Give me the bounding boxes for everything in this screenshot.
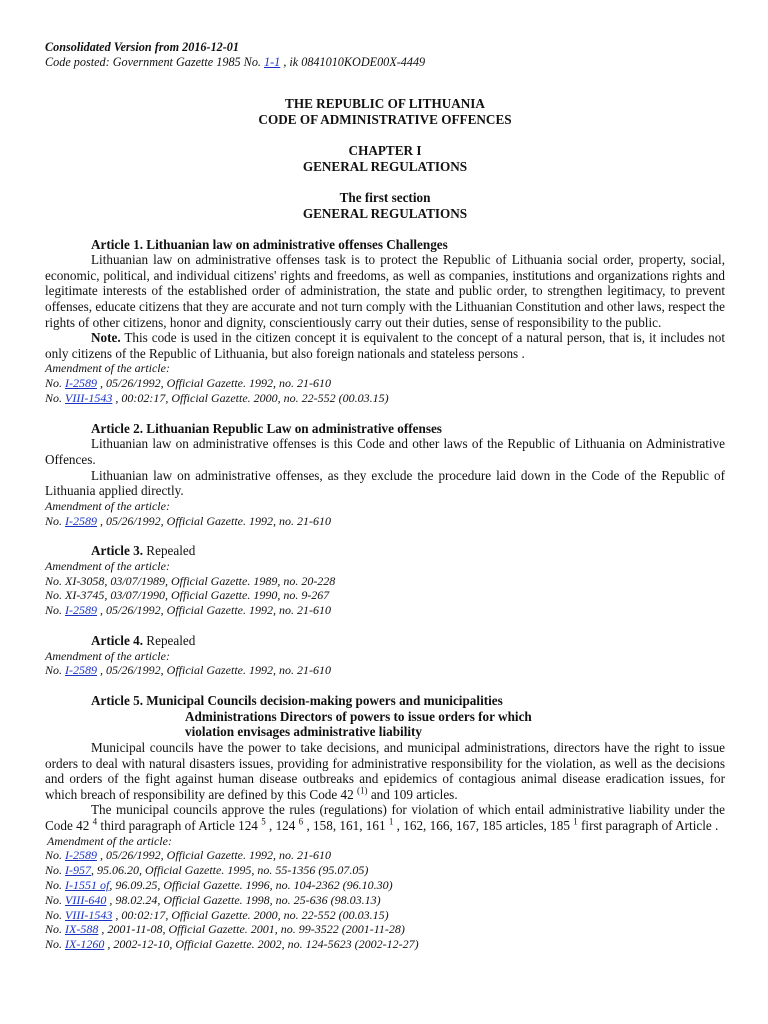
chapter-name: GENERAL REGULATIONS	[302, 158, 468, 174]
amendment-link[interactable]: IX-588	[65, 922, 99, 937]
amendment-item: No. VIII-1543 , 00:02:17, Official Gazette. 2000, no. 22-552 (00.03.15)	[45, 907, 389, 922]
amendment-label: Amendment of the article:	[45, 558, 170, 573]
consolidated-version-line: Consolidated Version from 2016-12-01	[45, 40, 239, 54]
article-5-paragraph-2: The municipal councils approve the rules (regulations) for violation of which entail administrative liability under the Code 42 $^4$ third paragraph of Article 124 $^5$ , 124 $^6$ , 158, 161, 161 $^1$ , 162, 166, 167, 185 articles, 185 $^1$ first paragraph of Article .	[45, 802, 725, 834]
amendment-item: No. IX-588 , 2001-11-08, Official Gazette. 2001, no. 99-3522 (2001-11-28)	[45, 922, 405, 937]
document-body	[45, 40, 725, 952]
amendment-item: No. I-2589 , 05/26/1992, Official Gazette. 1992, no. 21-610	[45, 663, 331, 678]
amendment-item: No. IX-1260 , 2002-12-10, Official Gazette. 2002, no. 124-5623 (2002-12-27)	[45, 937, 419, 952]
amendment-label: Amendment of the article:	[45, 498, 170, 513]
amendment-item: No. I-2589 , 05/26/1992, Official Gazette. 1992, no. 21-610	[45, 603, 331, 618]
gazette-link[interactable]: 1-1	[264, 54, 281, 69]
code-posted-text: Code posted: Government Gazette 1985 No.	[45, 54, 265, 69]
article-1-note	[45, 330, 725, 361]
amendment-label: Amendment of the article:	[47, 833, 172, 848]
amendment-list	[45, 848, 725, 952]
amendment-item: No. VIII-1543 , 00:02:17, Official Gazette. 2000, no. 22-552 (00.03.15)	[45, 390, 389, 405]
amendment-label: Amendment of the article:	[45, 361, 170, 376]
article-1-heading: Article 1. Lithuanian law on administrative offenses Challenges	[91, 236, 448, 252]
article-3-heading: Article 3. Repealed	[91, 543, 196, 559]
article-5-heading-line-3: violation envisages administrative liability	[185, 724, 423, 740]
amendment-item: No. XI-3745, 03/07/1990, Official Gazette. 1990, no. 9-267	[45, 588, 330, 603]
republic-title: THE REPUBLIC OF LITHUANIA	[285, 95, 485, 111]
repealed-status: Repealed	[143, 543, 196, 559]
amendment-item: No. I-957, 95.06.20, Official Gazette. 1995, no. 55-1356 (95.07.05)	[45, 863, 369, 878]
article-5-heading: Article 5. Municipal Councils decision-making powers and municipalities	[91, 693, 503, 709]
amendment-link[interactable]: VIII-640	[65, 892, 107, 907]
amendment-link[interactable]: I-2589	[65, 663, 98, 678]
article-2-paragraph-1: Lithuanian law on administrative offenses is this Code and other laws of the Republic of Lithuania on Administrative Offences.	[45, 436, 725, 467]
note-label: Note.	[91, 330, 121, 346]
amendment-link[interactable]: VIII-1543	[65, 907, 113, 922]
repealed-status: Repealed	[143, 633, 196, 649]
amendment-link[interactable]: I-1551 of	[65, 878, 110, 892]
article-1-paragraph: Lithuanian law on administrative offenses task is to protect the Republic of Lithuania social order, property, social, economic, political, and individual citizens' rights and freedoms, as well as companies, institutions and organizations rights and legitimate interests of the established order of administration, the state and public order, to strengthen legitimacy, to prevent offenses, educate citizens that they are accurate and not turn comply with the Lithuanian Constitution and other laws, respect the rights of other citizens, honor and dignity, conscientiously carry out their duties, sense of responsibility to the public.	[45, 252, 725, 330]
amendment-label: Amendment of the article:	[45, 648, 170, 663]
amendment-item: No. VIII-640 , 98.02.24, Official Gazette. 1998, no. 25-636 (98.03.13)	[45, 892, 381, 907]
amendment-item: No. XI-3058, 03/07/1989, Official Gazette. 1989, no. 20-228	[45, 573, 336, 588]
article-4-heading: Article 4. Repealed	[91, 633, 196, 649]
section-name: GENERAL REGULATIONS	[302, 205, 468, 221]
amendment-link[interactable]: IX-1260	[65, 937, 105, 952]
amendment-item: No. I-1551 of, 96.09.25, Official Gazette. 1996, no. 104-2362 (96.10.30)	[45, 878, 393, 892]
amendment-item: No. I-2589 , 05/26/1992, Official Gazette. 1992, no. 21-610	[45, 513, 331, 528]
amendment-link[interactable]: I-2589	[65, 603, 98, 618]
amendment-item: No. I-2589 , 05/26/1992, Official Gazette. 1992, no. 21-610	[45, 848, 331, 863]
section-number: The first section	[339, 189, 431, 205]
amendment-link[interactable]: I-2589	[65, 376, 98, 391]
article-2-paragraph-2: Lithuanian law on administrative offenses, as they exclude the procedure laid down in the Code of the Republic of Lithuania applied directly.	[45, 467, 725, 499]
article-2-heading: Article 2. Lithuanian Republic Law on administrative offenses	[91, 420, 442, 436]
code-title: CODE OF ADMINISTRATIVE OFFENCES	[258, 111, 512, 127]
amendment-link[interactable]: VIII-1543	[65, 390, 113, 405]
amendment-link[interactable]: I-2589	[65, 513, 98, 528]
article-5-heading-line-2: Administrations Directors of powers to issue orders for which	[185, 708, 532, 724]
chapter-number: CHAPTER I	[348, 142, 422, 158]
amendment-link[interactable]: I-957	[65, 863, 92, 878]
amendment-link[interactable]: I-2589	[65, 848, 98, 863]
code-posted-line	[45, 55, 725, 70]
article-5-paragraph-1: Municipal councils have the power to take decisions, and municipal administrations, directors have the right to issue orders to deal with natural disasters issues, providing for administrative responsibility for the violation, as well as the decisions and orders of the fight against human disease outbreaks and epidemics of contagious animal disease eradication issues, for which breach of responsibility are defined by this Code 42 $^{(1)}$ and 109 articles.	[45, 740, 725, 802]
note-text: This code is used in the citizen concept it is equivalent to the concept of a natural person, that is, it includes not only citizens of the Republic of Lithuania, but also foreign nationals and stateless persons .	[45, 330, 725, 361]
code-posted-id: , ik 0841010KODE00X-4449	[280, 54, 426, 69]
amendment-item: No. I-2589 , 05/26/1992, Official Gazette. 1992, no. 21-610	[45, 376, 331, 391]
